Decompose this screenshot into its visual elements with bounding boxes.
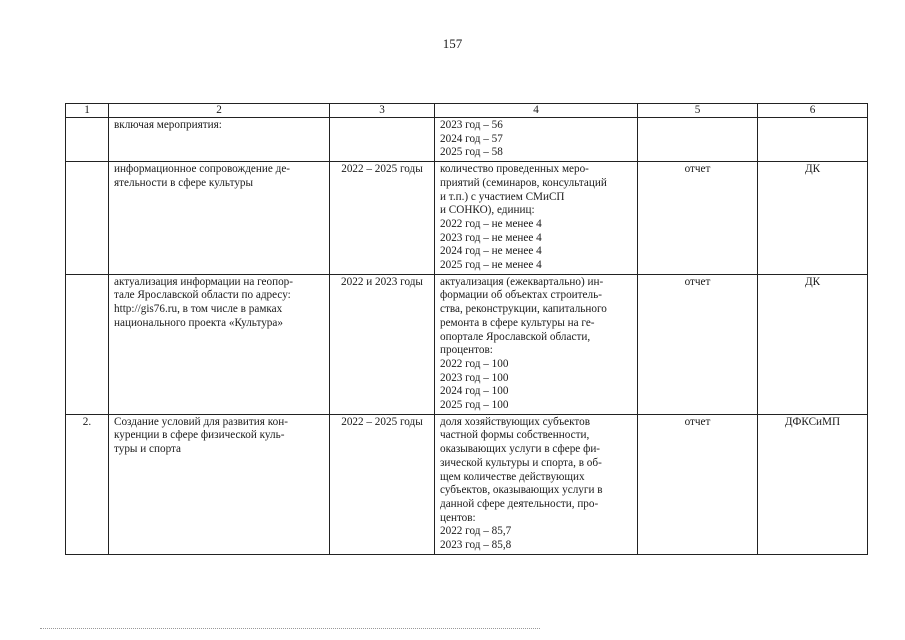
- activity-line: туры и спорта: [114, 443, 182, 456]
- indicator-line: доля хозяйствующих субъектов: [440, 415, 591, 428]
- header-cell: 1: [66, 104, 109, 118]
- indicator-line: приятий (семинаров, консультаций: [440, 176, 607, 189]
- header-cell: 2: [109, 104, 330, 118]
- indicator-line: ремонта в сфере культуры на ге-: [440, 316, 595, 329]
- table-header-row: [66, 104, 868, 118]
- indicator-line: количество проведенных меро-: [440, 163, 589, 176]
- table-row: [66, 118, 868, 162]
- activity-line: ятельности в сфере культуры: [114, 176, 254, 189]
- row-number: [66, 162, 109, 275]
- indicator-line: актуализация (ежеквартально) ин-: [440, 275, 604, 288]
- indicator-line: процентов:: [440, 344, 493, 357]
- indicator-line: 2023 год – не менее 4: [440, 231, 542, 244]
- responsible-cell: ДФКСиМП: [758, 414, 868, 554]
- indicator-line: 2022 год – 100: [440, 357, 509, 370]
- activity-cell: [109, 162, 330, 275]
- table-row: [66, 414, 868, 554]
- indicator-cell: [435, 162, 638, 275]
- activity-line: тале Ярославской области по адресу:: [114, 289, 291, 302]
- header-cell: 5: [638, 104, 758, 118]
- period-cell: 2022 – 2025 годы: [330, 414, 435, 554]
- report-cell: отчет: [638, 162, 758, 275]
- row-number: 2.: [66, 414, 109, 554]
- indicator-cell: [435, 274, 638, 414]
- indicator-line: частной формы собственности,: [440, 429, 590, 442]
- period-cell: 2022 и 2023 годы: [330, 274, 435, 414]
- table-row: [66, 274, 868, 414]
- responsible-cell: ДК: [758, 274, 868, 414]
- indicator-line: центов:: [440, 511, 476, 524]
- activity-cell: [109, 414, 330, 554]
- activity-line: национального проекта «Культура»: [114, 316, 283, 329]
- indicator-line: щем количестве действующих: [440, 470, 585, 483]
- indicator-line: 2024 год – 57: [440, 132, 503, 145]
- row-number: [66, 118, 109, 162]
- indicator-line: 2023 год – 100: [440, 371, 509, 384]
- table-row: [66, 162, 868, 275]
- indicator-line: 2022 год – 85,7: [440, 525, 512, 538]
- responsible-cell: ДК: [758, 162, 868, 275]
- row-number: [66, 274, 109, 414]
- indicator-line: 2025 год – 100: [440, 399, 509, 412]
- activity-cell: [109, 274, 330, 414]
- indicator-line: зической культуры и спорта, в об-: [440, 456, 602, 469]
- header-cell: 6: [758, 104, 868, 118]
- indicator-cell: [435, 414, 638, 554]
- activity-line: включая мероприятия:: [114, 119, 222, 131]
- report-cell: отчет: [638, 414, 758, 554]
- indicator-line: субъектов, оказывающих услуги в: [440, 484, 603, 497]
- indicator-cell: [435, 118, 638, 162]
- indicator-line: 2024 год – 100: [440, 385, 509, 398]
- responsible-cell: [758, 118, 868, 162]
- indicator-line: 2023 год – 56: [440, 119, 503, 131]
- indicator-line: опортале Ярославской области,: [440, 330, 591, 343]
- activity-line: Создание условий для развития кон-: [114, 415, 288, 428]
- period-cell: 2022 – 2025 годы: [330, 162, 435, 275]
- activity-line: http://gis76.ru, в том числе в рамках: [114, 303, 283, 316]
- period-cell: [330, 118, 435, 162]
- activity-line: актуализация информации на геопор-: [114, 275, 293, 288]
- activity-cell: [109, 118, 330, 162]
- indicator-line: и т.п.) с участием СМиСП: [440, 190, 565, 203]
- page-number: 157: [442, 36, 463, 51]
- header-cell: 4: [435, 104, 638, 118]
- indicator-line: 2025 год – 58: [440, 146, 503, 159]
- indicator-line: и СОНКО), единиц:: [440, 204, 535, 217]
- report-cell: [638, 118, 758, 162]
- indicator-line: 2022 год – не менее 4: [440, 217, 542, 230]
- indicator-line: оказывающих услуги в сфере фи-: [440, 443, 601, 456]
- indicator-line: 2023 год – 85,8: [440, 539, 512, 552]
- scan-bottom-rule: [40, 628, 540, 629]
- measures-table: [65, 103, 868, 555]
- indicator-line: данной сфере деятельности, про-: [440, 497, 599, 510]
- activity-line: куренции в сфере физической куль-: [114, 429, 285, 442]
- activity-line: информационное сопровождение де-: [114, 163, 291, 176]
- indicator-line: формации об объектах строитель-: [440, 289, 602, 302]
- header-cell: 3: [330, 104, 435, 118]
- indicator-line: 2024 год – не менее 4: [440, 245, 542, 258]
- indicator-line: ства, реконструкции, капитального: [440, 303, 607, 316]
- indicator-line: 2025 год – не менее 4: [440, 259, 542, 272]
- report-cell: отчет: [638, 274, 758, 414]
